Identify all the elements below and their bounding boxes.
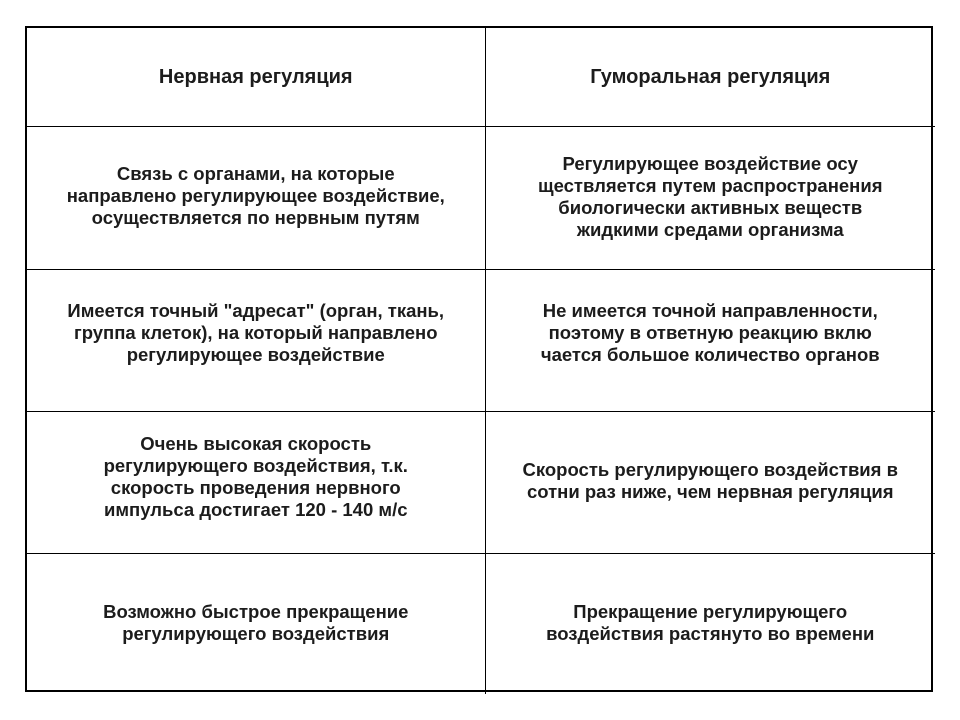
table-header-row [27,28,935,126]
cell-text: Скорость регулирующего воздействия в сотни раз ниже, чем нервная регуляция [522,458,898,502]
cell-nervous-speed [27,411,485,553]
table-row [27,411,935,553]
cell-text: Прекращение регулирующего воздействия растянуто во времени [546,600,875,644]
comparison-table [27,28,935,694]
cell-text: Связь с органами, на которые направлено регулирующее воздействие, осуществляется по нервным путям [66,162,445,228]
cell-humoral-connection [485,126,935,269]
table-row [27,269,935,411]
cell-text: Имеется точный "адресат" (орган, ткань, группа клеток), на который направлено регулирующее воздействие [67,299,445,365]
cell-text: Регулирующее воздействие осу ществляется путем распространения биологически активных веществ жидкими средами организма [537,152,883,240]
header-humoral-regulation: Гуморальная регуляция [485,28,935,126]
cell-nervous-termination [27,553,485,694]
cell-humoral-termination [485,553,935,694]
cell-humoral-target [485,269,935,411]
table-row [27,553,935,694]
cell-nervous-connection [27,126,485,269]
cell-text: Не имеется точной направленности, поэтому в ответную реакцию вклю чается большое количество органов [540,299,880,365]
cell-text: Возможно быстрое прекращение регулирующего воздействия [103,600,409,644]
table-row [27,126,935,269]
cell-humoral-speed [485,411,935,553]
cell-text: Очень высокая скорость регулирующего воздействия, т.к. скорость проведения нервного импульса достигает 120 - 140 м/с [103,432,408,520]
header-nervous-regulation: Нервная регуляция [27,28,485,126]
cell-nervous-target [27,269,485,411]
comparison-table-frame [25,26,933,692]
